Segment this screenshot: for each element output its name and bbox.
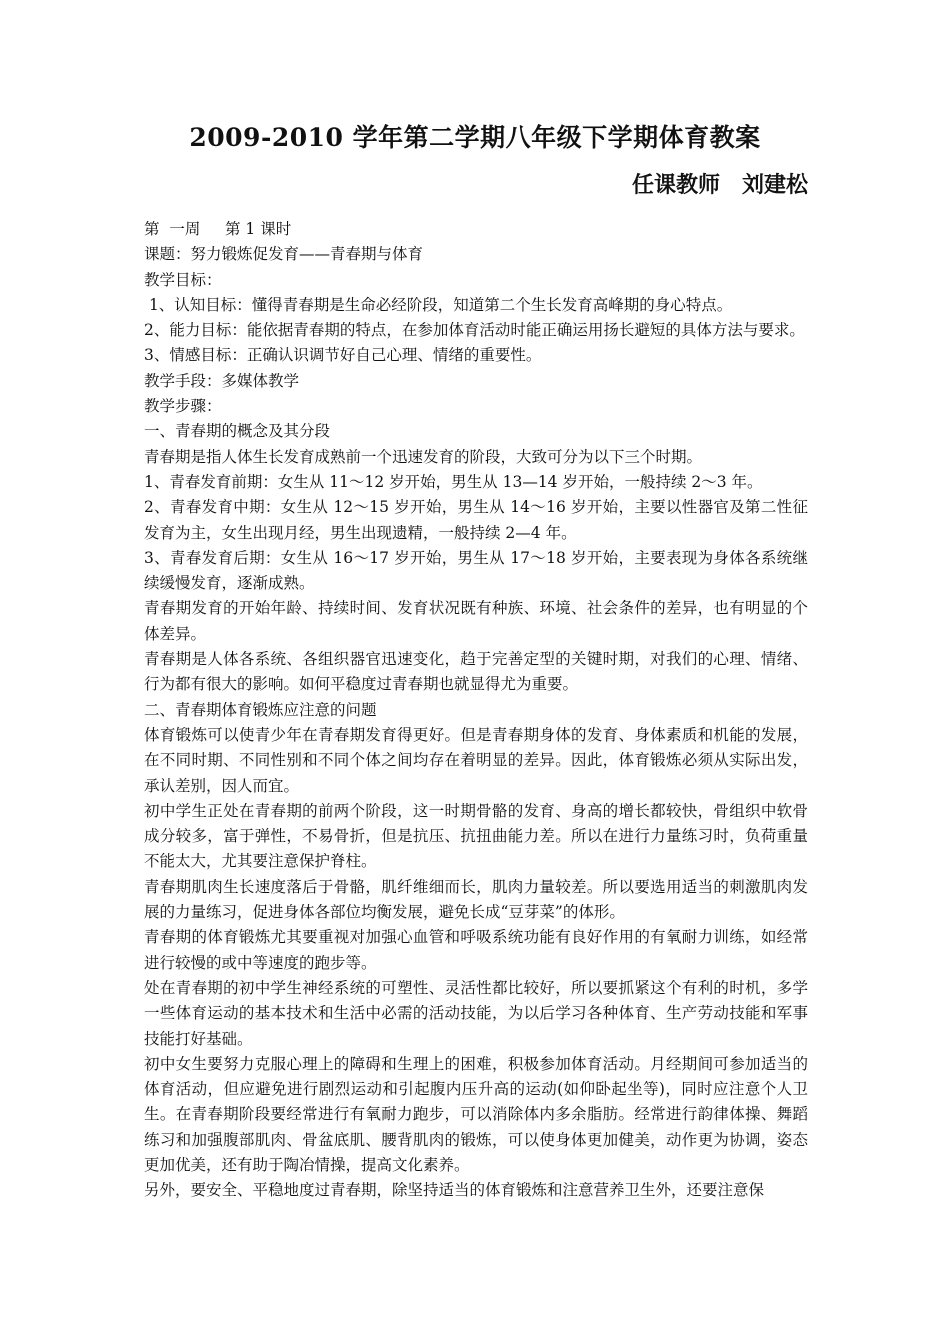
paragraph: 第 一周 第 1 课时 <box>144 220 292 238</box>
paragraph: 3、情感目标：正确认识调节好自己心理、情绪的重要性。 <box>144 346 542 365</box>
document-title: 2009-2010 学年第二学期八年级下学期体育教案 <box>189 123 761 152</box>
section-heading: 一、青春期的概念及其分段 <box>144 422 331 441</box>
paragraph: 青春期发育的开始年龄、持续时间、发育状况既有种族、环境、社会条件的差异，也有明显的个体差异。 <box>144 599 808 643</box>
teacher-name: 任课教师 刘建松 <box>631 173 808 198</box>
paragraph: 体育锻炼可以使青少年在青春期发育得更好。但是青春期身体的发育、身体素质和机能的发展，在不同时期、不同性别和不同个体之间均存在着明显的差异。因此，体育锻炼必须从实际出发，承认差别，因人而宜。 <box>144 725 808 795</box>
section-heading: 二、青春期体育锻炼应注意的问题 <box>144 700 377 719</box>
paragraph: 2、能力目标：能依据青春期的特点，在参加体育活动时能正确运用扬长避短的具体方法与要求。 <box>144 321 805 340</box>
paragraph: 青春期肌肉生长速度落后于骨骼，肌纤维细而长，肌肉力量较差。所以要选用适当的刺激肌肉发展的力量练习，促进身体各部位均衡发展，避免长成“豆芽菜”的体形。 <box>144 877 808 922</box>
paragraph: 初中女生要努力克服心理上的障碍和生理上的困难，积极参加体育活动。月经期间可参加适当的体育活动，但应避免进行剧烈运动和引起腹内压升高的运动(如仰卧起坐等)，同时应注意个人卫生。在青春期阶段要经常进行有氧耐力跑步，可以消除体内多余脂肪。经常进行韵律体操、舞蹈练习和加强腹部肌肉、骨盆底肌、腰背肌肉的锻炼，可以使身体更加健美，动作更为协调，姿态更加优美，还有助于陶冶情操，提高文化素养。 <box>144 1054 808 1174</box>
paragraph: 课题：努力锻炼促发育——青春期与体育 <box>144 245 424 264</box>
paragraph: 1、青春发育前期：女生从 11～12 岁开始，男生从 13—14 岁开始，一般持续 2～3 年。 <box>144 472 763 491</box>
paragraph: 青春期是人体各系统、各组织器官迅速变化，趋于完善定型的关键时期，对我们的心理、情绪、行为都有很大的影响。如何平稳度过青春期也就显得尤为重要。 <box>144 650 808 694</box>
paragraph: 处在青春期的初中学生神经系统的可塑性、灵活性都比较好，所以要抓紧这个有利的时机，多学一些体育运动的基本技术和生活中必需的活动技能，为以后学习各种体育、生产劳动技能和军事技能打好基础。 <box>144 978 808 1048</box>
paragraph: 青春期是指人体生长发育成熟前一个迅速发育的阶段，大致可分为以下三个时期。 <box>144 447 703 466</box>
paragraph: 1、认知目标：懂得青春期是生命必经阶段，知道第二个生长发育高峰期的身心特点。 <box>144 295 733 314</box>
paragraph: 青春期的体育锻炼尤其要重视对加强心血管和呼吸系统功能有良好作用的有氧耐力训练，如经常进行较慢的或中等速度的跑步等。 <box>144 928 808 972</box>
document-body <box>144 217 808 1204</box>
paragraph: 教学目标： <box>144 270 222 289</box>
paragraph: 教学步骤： <box>144 397 222 416</box>
paragraph: 初中学生正处在青春期的前两个阶段，这一时期骨骼的发育、身高的增长都较快，骨组织中软骨成分较多，富于弹性，不易骨折，但是抗压、抗扭曲能力差。所以在进行力量练习时，负荷重量不能太大，尤其要注意保护脊柱。 <box>144 801 808 871</box>
paragraph: 另外，要安全、平稳地度过青春期，除坚持适当的体育锻炼和注意营养卫生外，还要注意保 <box>144 1181 765 1200</box>
paragraph: 3、青春发育后期：女生从 16～17 岁开始，男生从 17～18 岁开始，主要表现为身体各系统继续缓慢发育，逐渐成熟。 <box>144 548 808 593</box>
paragraph: 教学手段：多媒体教学 <box>144 371 300 390</box>
paragraph: 2、青春发育中期：女生从 12～15 岁开始，男生从 14～16 岁开始，主要以性器官及第二性征发育为主，女生出现月经，男生出现遗精，一般持续 2—4 年。 <box>144 498 808 542</box>
